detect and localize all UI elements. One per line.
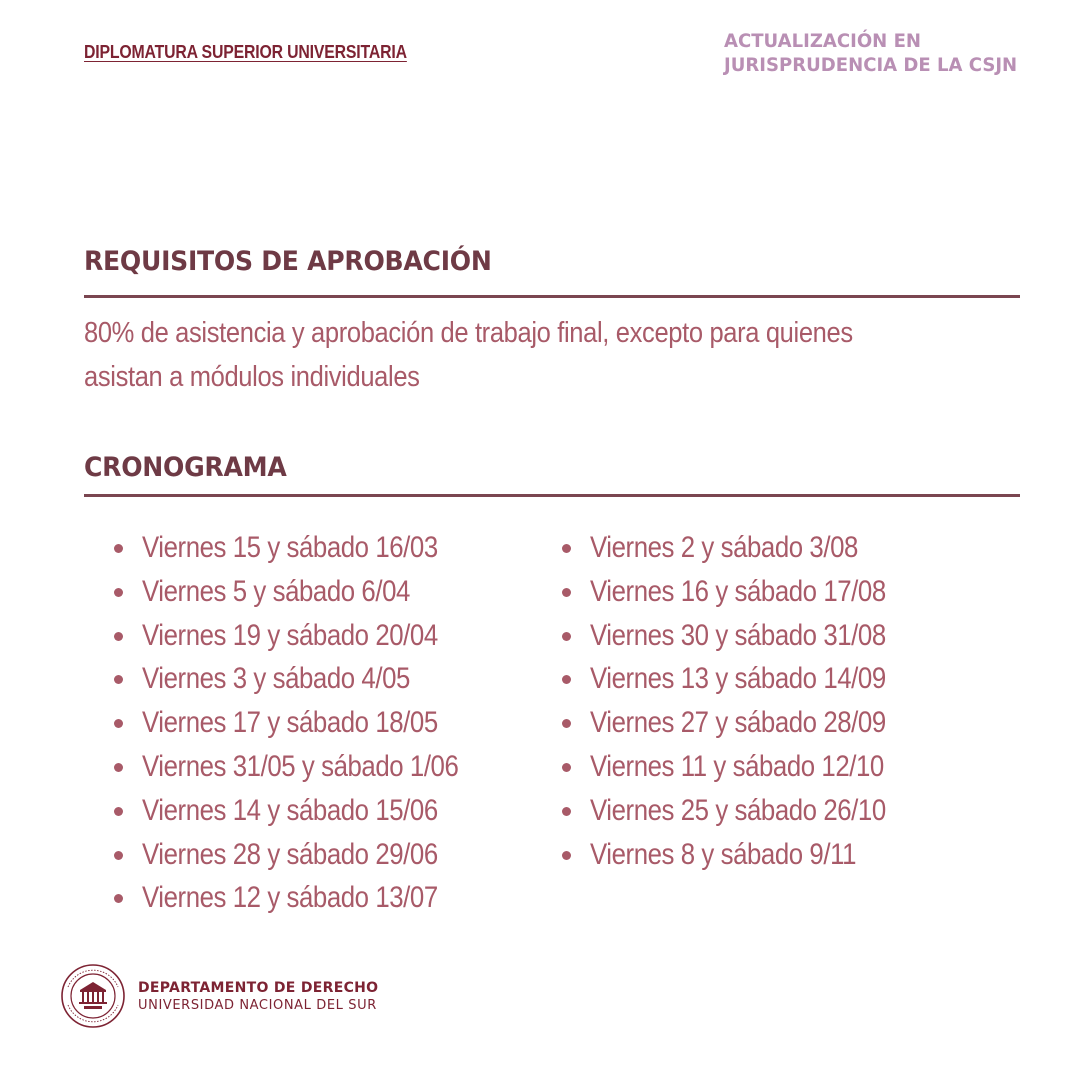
schedule-item: Viernes 13 y sábado 14/09 [532, 657, 934, 701]
schedule-item: Viernes 15 y sábado 16/03 [84, 526, 510, 570]
requirements-divider [84, 295, 1020, 298]
bullet-icon [562, 588, 571, 597]
bullet-icon [562, 719, 571, 728]
bullet-icon [114, 894, 123, 903]
schedule-heading: CRONOGRAMA [84, 452, 287, 483]
bullet-icon [562, 632, 571, 641]
footer [60, 962, 378, 1030]
course-title [724, 29, 1017, 77]
bullet-icon [114, 675, 123, 684]
schedule-item: Viernes 19 y sábado 20/04 [84, 614, 510, 658]
schedule-item: Viernes 16 y sábado 17/08 [532, 570, 934, 614]
schedule-item: Viernes 17 y sábado 18/05 [84, 701, 510, 745]
footer-text [138, 979, 378, 1014]
university-seal-icon [60, 963, 126, 1029]
schedule-item: Viernes 5 y sábado 6/04 [84, 570, 510, 614]
schedule-item: Viernes 25 y sábado 26/10 [532, 789, 934, 833]
bullet-icon [114, 719, 123, 728]
schedule-item: Viernes 30 y sábado 31/08 [532, 614, 934, 658]
schedule-item: Viernes 28 y sábado 29/06 [84, 833, 510, 877]
schedule-item: Viernes 2 y sábado 3/08 [532, 526, 934, 570]
schedule-item: Viernes 27 y sábado 28/09 [532, 701, 934, 745]
schedule-item: Viernes 3 y sábado 4/05 [84, 657, 510, 701]
course-title-line-2: JURISPRUDENCIA DE LA CSJN [724, 54, 1018, 76]
program-title: DIPLOMATURA SUPERIOR UNIVERSITARIA [84, 42, 407, 62]
schedule-item: Viernes 11 y sábado 12/10 [532, 745, 934, 789]
schedule-list-right [532, 526, 934, 876]
bullet-icon [562, 675, 571, 684]
schedule-item: Viernes 14 y sábado 15/06 [84, 789, 510, 833]
bullet-icon [114, 588, 123, 597]
schedule-divider [84, 494, 1020, 497]
university-name: UNIVERSIDAD NACIONAL DEL SUR [138, 997, 377, 1013]
bullet-icon [562, 807, 571, 816]
bullet-icon [562, 544, 571, 553]
schedule-item: Viernes 12 y sábado 13/07 [84, 876, 510, 920]
schedule-item: Viernes 31/05 y sábado 1/06 [84, 745, 510, 789]
requirements-heading: REQUISITOS DE APROBACIÓN [84, 246, 492, 277]
schedule-item: Viernes 8 y sábado 9/11 [532, 833, 934, 877]
department-name: DEPARTAMENTO DE DERECHO [138, 979, 379, 996]
schedule-list-left [84, 526, 510, 920]
bullet-icon [114, 544, 123, 553]
bullet-icon [114, 763, 123, 772]
course-title-line-1: ACTUALIZACIÓN EN [724, 30, 922, 52]
bullet-icon [562, 851, 571, 860]
bullet-icon [114, 851, 123, 860]
bullet-icon [114, 632, 123, 641]
bullet-icon [562, 763, 571, 772]
bullet-icon [114, 807, 123, 816]
requirements-text: 80% de asistencia y aprobación de trabajo final, excepto para quienes asistan a módulos individuales [84, 317, 853, 393]
